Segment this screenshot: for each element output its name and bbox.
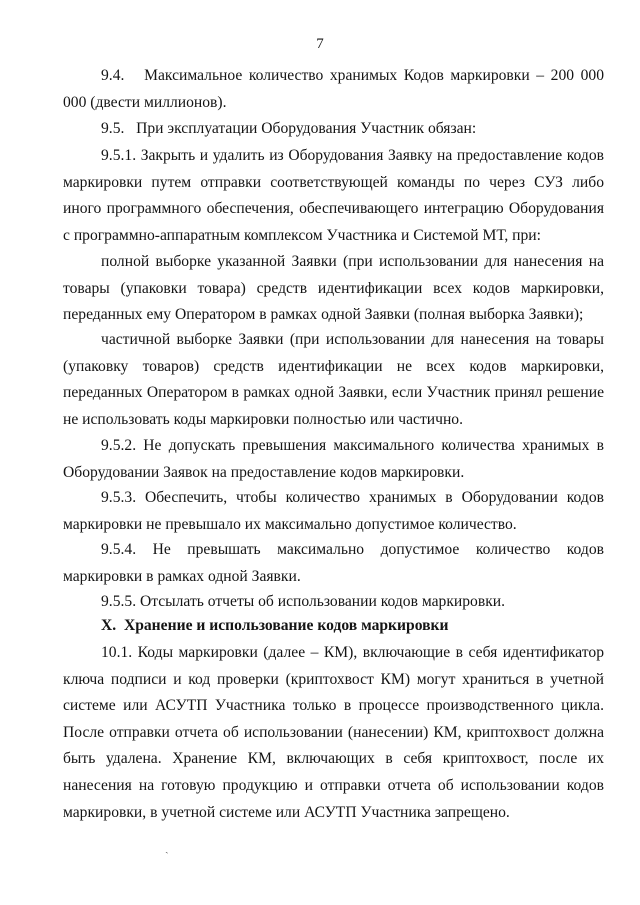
paragraph-9-5-4: 9.5.4. Не превышать максимально допустимое количество кодов маркировки в рамках одной Заявки.	[63, 541, 604, 585]
paragraph-full-selection: полной выборке указанной Заявки (при использовании для нанесения на товары (упаковки товара) средств идентификации всех кодов маркировки, переданных ему Оператором в рамках одной Заявки (полная выборка Заявки);	[63, 253, 604, 324]
paragraph-9-5: 9.5. При эксплуатации Оборудования Участник обязан:	[101, 120, 477, 137]
section-heading: X. Хранение и использование кодов маркировки	[101, 617, 449, 634]
paragraph-9-4: 9.4. Максимальное количество хранимых Кодов маркировки – 200 000 000 (двести миллионов).	[63, 67, 604, 111]
paragraph-9-5-5: 9.5.5. Отсылать отчеты об использовании кодов маркировки.	[101, 593, 506, 610]
paragraph-9-5-2: 9.5.2. Не допускать превышения максимального количества хранимых в Оборудовании Заявок на предоставление кодов маркировки.	[63, 437, 604, 481]
page-number: 7	[316, 36, 324, 52]
stray-mark: ˎ	[165, 842, 169, 854]
paragraph-partial-selection: частичной выборке Заявки (при использовании для нанесения на товары (упаковку товаров) средств идентификации не всех кодов маркировки, переданных Оператором в рамках одной Заявки, если Участник принял решение не использовать коды маркировки полностью или частично.	[63, 331, 604, 428]
paragraph-9-5-3: 9.5.3. Обеспечить, чтобы количество хранимых в Оборудовании кодов маркировки не превышало их максимально допустимое количество.	[63, 489, 604, 533]
paragraph-10-1: 10.1. Коды маркировки (далее – КМ), включающие в себя идентификатор ключа подписи и код проверки (криптохвост КМ) могут храниться в учетной системе или АСУТП Участника только в процессе производственного цикла. После отправки отчета об использовании (нанесении) КМ, криптохвост должна быть удалена. Хранение КМ, включающих в себя криптохвост, после их нанесения на готовую продукцию и отправки отчета об использовании кодов маркировки, в учетной системе или АСУТП Участника запрещено.	[63, 644, 604, 821]
paragraph-9-5-1: 9.5.1. Закрыть и удалить из Оборудования Заявку на предоставление кодов маркировки путем отправки соответствующей команды по через СУЗ либо иного программного обеспечения, обеспечивающего интеграцию Оборудования с программно-аппаратным комплексом Участника и Системой МТ, при:	[63, 147, 604, 244]
